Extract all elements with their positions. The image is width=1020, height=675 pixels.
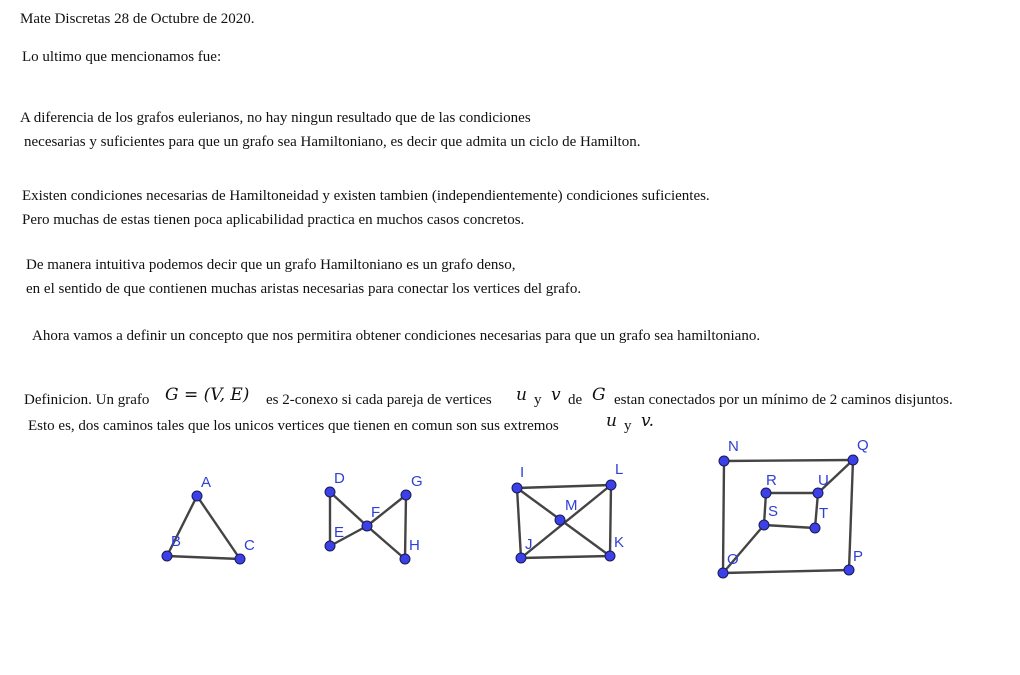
vertex-b xyxy=(162,551,172,561)
vertex-k xyxy=(605,551,615,561)
vertex-f xyxy=(362,521,372,531)
label-g: G xyxy=(411,473,423,490)
edge-n-o xyxy=(723,461,724,573)
vertex-n xyxy=(719,456,729,466)
label-r: R xyxy=(766,472,777,489)
math-g-equals-ve: G = (V, E) xyxy=(165,385,250,405)
graph-bowtie xyxy=(325,470,423,564)
paragraph-conditions-line1: Existen condiciones necesarias de Hamiltoneidad y existen tambien (independientemente) condiciones suficientes. xyxy=(22,188,710,204)
paragraph-intro: Lo ultimo que mencionamos fue: xyxy=(22,49,222,65)
vertex-d xyxy=(325,487,335,497)
math-v: v xyxy=(551,385,561,405)
edge-f-h xyxy=(367,526,405,559)
vertex-g xyxy=(401,490,411,500)
vertex-q xyxy=(848,455,858,465)
vertex-e xyxy=(325,541,335,551)
label-c: C xyxy=(244,537,255,554)
vertex-r xyxy=(761,488,771,498)
label-j: J xyxy=(525,536,533,553)
vertex-c xyxy=(235,554,245,564)
definition-de: de xyxy=(568,392,583,408)
vertex-p xyxy=(844,565,854,575)
label-k: K xyxy=(614,534,625,551)
definition-y: y xyxy=(534,392,542,408)
paragraph-intuitive-line2: en el sentido de que contienen muchas aristas necesarias para conectar los vertices del grafo. xyxy=(26,281,582,297)
definition-line2: Esto es, dos caminos tales que los unicos vertices que tienen en comun son sus extremos xyxy=(28,418,559,434)
label-p: P xyxy=(853,548,864,565)
edge-i-j xyxy=(517,488,521,558)
vertex-m xyxy=(555,515,565,525)
vertex-u xyxy=(813,488,823,498)
label-i: I xyxy=(520,464,525,481)
edge-l-k xyxy=(610,485,611,556)
edge-g-h xyxy=(405,495,406,559)
edge-n-q xyxy=(724,460,853,461)
label-m: M xyxy=(565,497,578,514)
label-l: L xyxy=(615,461,624,478)
definition-text-b: es 2-conexo si cada pareja de vertices xyxy=(266,392,492,408)
label-d: D xyxy=(334,470,345,487)
math-u: u xyxy=(516,385,527,405)
graph-triangle xyxy=(162,474,255,564)
edge-b-c xyxy=(167,556,240,559)
paragraph-conditions-line2: Pero muchas de estas tienen poca aplicabilidad practica en muchos casos concretos. xyxy=(22,212,525,228)
edge-s-t xyxy=(764,525,815,528)
edge-d-f xyxy=(330,492,367,526)
page-title: Mate Discretas 28 de Octubre de 2020. xyxy=(20,11,255,27)
vertex-s xyxy=(759,520,769,530)
math-g: G xyxy=(592,385,606,405)
label-t: T xyxy=(819,505,829,522)
edge-j-k xyxy=(521,556,610,558)
paragraph-hamilton-line2: necesarias y suficientes para que un grafo sea Hamiltoniano, es decir que admita un ciclo de Hamilton. xyxy=(24,134,641,150)
label-h: H xyxy=(409,537,420,554)
label-o: O xyxy=(727,551,739,568)
vertex-o xyxy=(718,568,728,578)
math-u-2: u xyxy=(606,411,617,431)
label-s: S xyxy=(768,503,779,520)
label-q: Q xyxy=(857,437,869,454)
edge-i-l xyxy=(517,485,611,488)
label-b: B xyxy=(171,533,182,550)
edge-a-c xyxy=(197,496,240,559)
label-n: N xyxy=(728,438,739,455)
vertex-i xyxy=(512,483,522,493)
vertex-h xyxy=(400,554,410,564)
label-e: E xyxy=(334,524,345,541)
vertex-t xyxy=(810,523,820,533)
graph-nested-squares xyxy=(718,437,869,578)
label-u: U xyxy=(818,472,829,489)
definition-text-a: Definicion. Un grafo xyxy=(24,392,150,408)
label-f: F xyxy=(371,504,381,521)
vertex-j xyxy=(516,553,526,563)
label-a: A xyxy=(201,474,212,491)
definition-text-c: estan conectados por un mínimo de 2 caminos disjuntos. xyxy=(614,392,953,408)
edge-o-p xyxy=(723,570,849,573)
vertex-a xyxy=(192,491,202,501)
paragraph-hamilton-line1: A diferencia de los grafos eulerianos, no hay ningun resultado que de las condiciones xyxy=(20,110,531,126)
math-v-2: v. xyxy=(641,411,654,431)
definition-y-2: y xyxy=(624,418,632,434)
paragraph-intuitive-line1: De manera intuitiva podemos decir que un grafo Hamiltoniano es un grafo denso, xyxy=(26,257,516,273)
vertex-l xyxy=(606,480,616,490)
graph-square-diagonals xyxy=(512,461,624,563)
paragraph-define: Ahora vamos a definir un concepto que nos permitira obtener condiciones necesarias para que un grafo sea hamiltoniano. xyxy=(32,328,761,344)
